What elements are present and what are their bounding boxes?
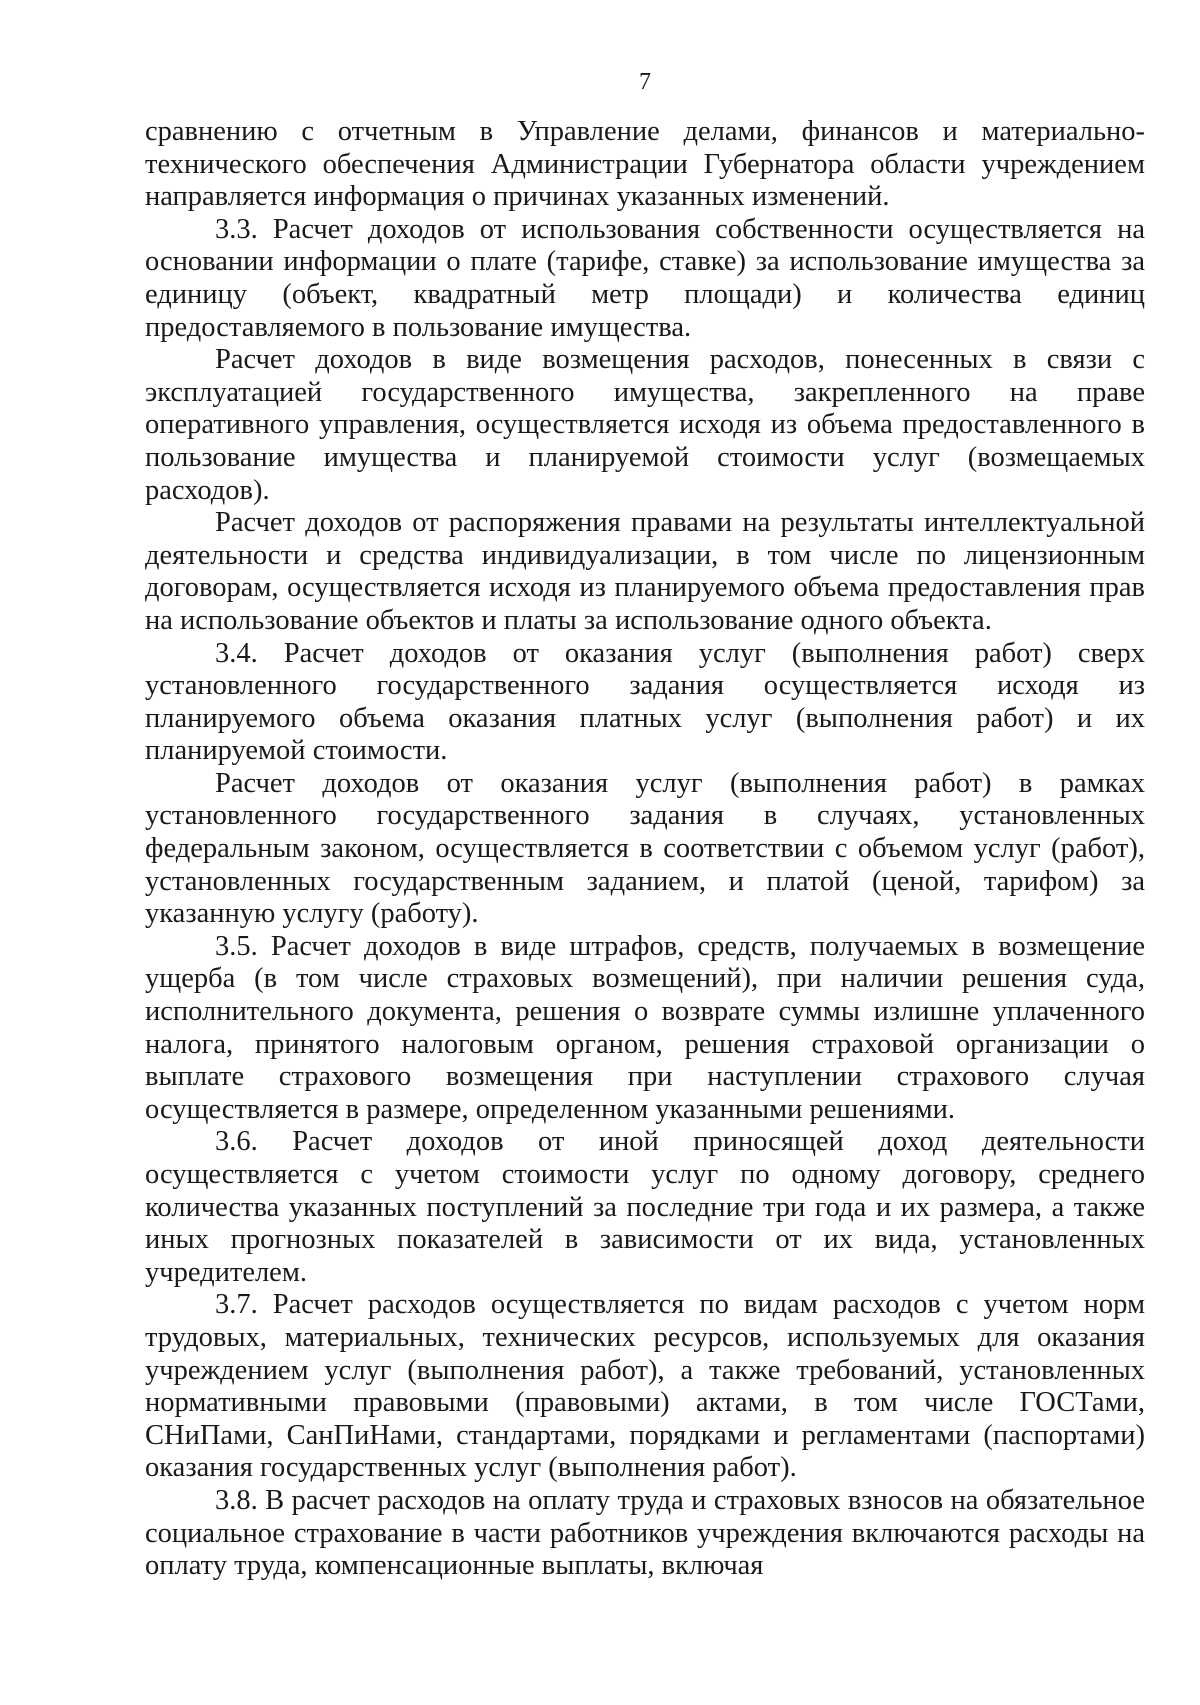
page-number: 7 (639, 69, 651, 95)
paragraph-3-5: 3.5. Расчет доходов в виде штрафов, средств, получаемых в возмещение ущерба (в том числе страховых возмещений), при наличии решения суда, исполнительного документа, решения о возврате суммы излишне уплаченного налога, принятого налоговым органом, решения страховой организации о выплате страхового возмещения при наступлении страхового случая осуществляется в размере, определенном указанными решениями. (145, 930, 1145, 1125)
paragraph-state-assignment-income: Расчет доходов от оказания услуг (выполнения работ) в рамках установленного государственного задания в случаях, установленных федеральным законом, осуществляется в соответствии с объемом услуг (работ), установленных государственным заданием, и платой (ценой, тарифом) за указанную услугу (работу). (145, 767, 1145, 930)
paragraph-3-4: 3.4. Расчет доходов от оказания услуг (выполнения работ) сверх установленного государственного задания осуществляется исходя из планируемого объема оказания платных услуг (выполнения работ) и их планируемой стоимости. (145, 637, 1145, 767)
paragraph-intellectual-property-income: Расчет доходов от распоряжения правами на результаты интеллектуальной деятельности и средства индивидуализации, в том числе по лицензионным договорам, осуществляется исходя из планируемого объема предоставления прав на использование объектов и платы за использование одного объекта. (145, 507, 1145, 636)
paragraph-3-6: 3.6. Расчет доходов от иной приносящей доход деятельности осуществляется с учетом стоимости услуг по одному договору, среднего количества указанных поступлений за последние три года и их размера, а также иных прогнозных показателей в зависимости от их вида, установленных учредителем. (145, 1126, 1145, 1288)
paragraph-reimbursement-income: Расчет доходов в виде возмещения расходов, понесенных в связи с эксплуатацией государственного имущества, закрепленного на праве оперативного управления, осуществляется исходя из объема предоставленного в пользование имущества и планируемой стоимости услуг (возмещаемых расходов). (145, 344, 1145, 506)
paragraph-3-3: 3.3. Расчет доходов от использования собственности осуществляется на основании информации о плате (тарифе, ставке) за использование имущества за единицу (объект, квадратный метр площади) и количества единиц предоставляемого в пользование имущества. (145, 213, 1145, 343)
paragraph-3-7: 3.7. Расчет расходов осуществляется по видам расходов с учетом норм трудовых, материальных, технических ресурсов, используемых для оказания учреждением услуг (выполнения работ), а также требований, установленных нормативными правовыми (правовыми) актами, в том числе ГОСТами, СНиПами, СанПиНами, стандартами, порядками и регламентами (паспортами) оказания государственных услуг (выполнения работ). (145, 1289, 1145, 1484)
document-body (145, 116, 1145, 1583)
paragraph-continuation: сравнению с отчетным в Управление делами, финансов и материально-технического обеспечения Администрации Губернатора области учреждением направляется информация о причинах указанных изменений. (145, 116, 1145, 213)
paragraph-3-8: 3.8. В расчет расходов на оплату труда и страховых взносов на обязательное социальное страхование в части работников учреждения включаются расходы на оплату труда, компенсационные выплаты, включая (145, 1484, 1145, 1582)
